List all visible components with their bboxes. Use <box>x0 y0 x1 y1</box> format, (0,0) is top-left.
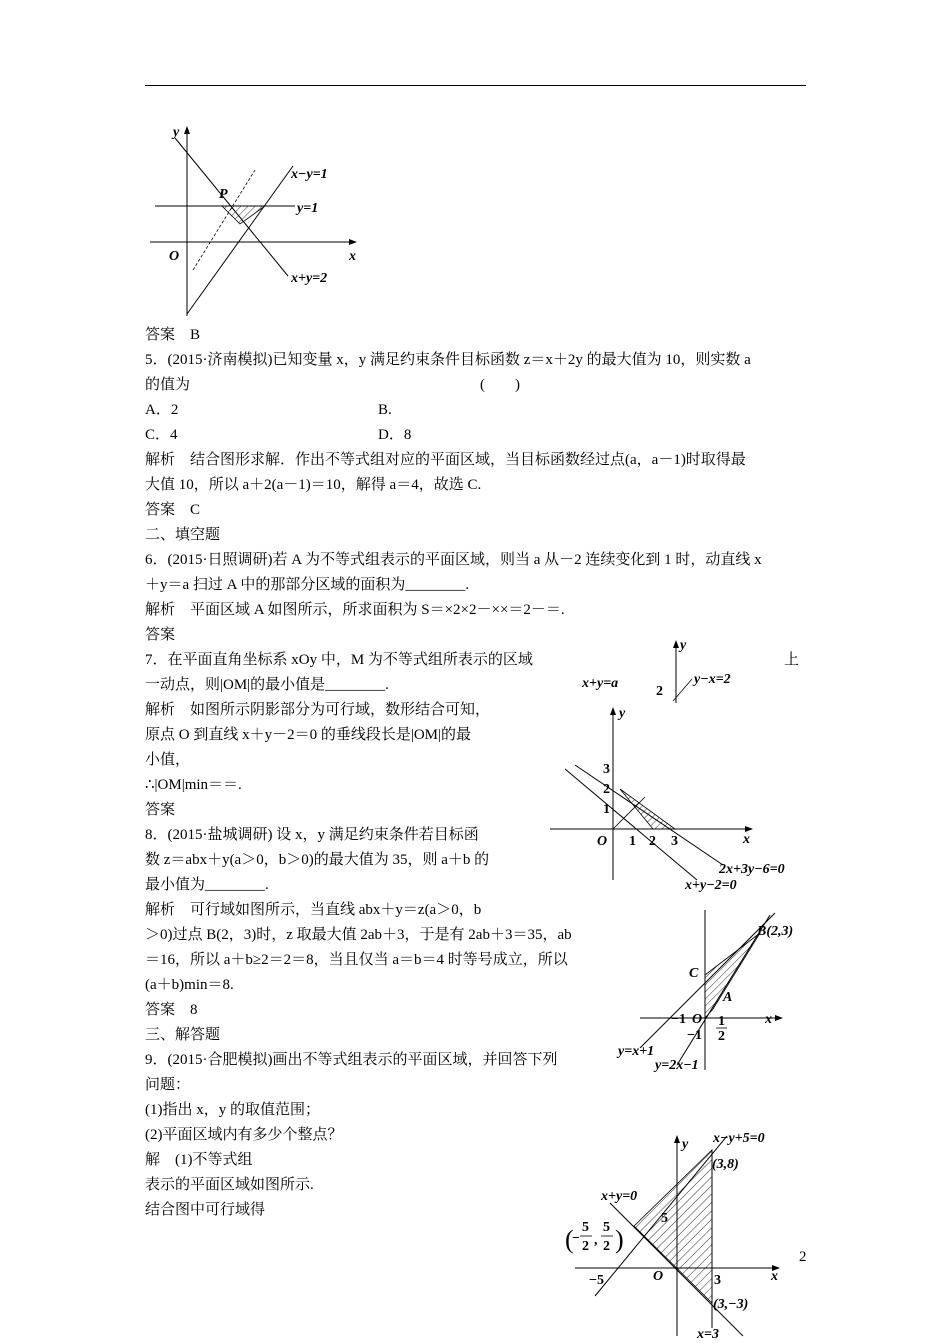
label-b: B(2,3) <box>757 924 794 939</box>
point-num-b: 5 <box>603 1220 610 1235</box>
label-x-y-5: x−y+5=0 <box>713 1131 765 1146</box>
q8-analysis-3: ＝16，所以 a＋b≥2＝2＝8，当且仅当 a＝b＝4 时等号成立，所以 <box>145 952 568 968</box>
label-2: 2 <box>656 684 663 699</box>
y-label: y <box>680 638 687 653</box>
tick-5: 5 <box>661 1211 668 1226</box>
label-y1: y=1 <box>297 201 319 216</box>
tick-x3: 3 <box>671 834 678 849</box>
y-label: y <box>619 706 626 721</box>
label-y-minus-x: y−x=2 <box>694 672 731 687</box>
tick-minus1-x: −1 <box>671 1012 686 1027</box>
label-y-2x-1: y=2x−1 <box>655 1058 699 1073</box>
section-fill-blank: 二、填空题 <box>145 527 221 543</box>
q7-analysis-1: 解析 如图所示阴影部分为可行域，数形结合可知， <box>145 702 491 718</box>
y-axis-arrow <box>674 1135 680 1143</box>
figure-small-fragment <box>580 635 770 705</box>
y-axis-arrow <box>610 707 616 715</box>
shaded-region <box>222 206 265 224</box>
half-numerator: 1 <box>718 1014 725 1029</box>
label-x-3: x=3 <box>697 1327 719 1342</box>
shaded-region <box>705 933 760 1018</box>
label-x-y-2: x+y−2=0 <box>685 878 737 893</box>
answer-6: 答案 <box>145 627 176 643</box>
label-y-x-1: y=x+1 <box>618 1044 655 1059</box>
paren-close: ) <box>615 1225 624 1254</box>
q5-option-b: B. <box>378 402 392 418</box>
answer-5: 答案 C <box>145 502 201 518</box>
paren-open: ( <box>565 1225 574 1254</box>
label-x-plus-y-a: x+y=a <box>582 676 619 691</box>
q9-part2: (2)平面区域内有多少个整点？ <box>145 1127 343 1143</box>
answer-4: 答案 B <box>145 327 201 343</box>
tick-y3: 3 <box>603 762 610 777</box>
y-axis-arrow <box>673 640 679 648</box>
q5-line1: 5．(2015·济南模拟)已知变量 x，y 满足约束条件目标函数 z＝x＋2y 的最大值为 10，则实数 a <box>145 352 751 368</box>
figure-3 <box>615 905 815 1075</box>
label-2x-3y: 2x+3y−6=0 <box>719 862 785 877</box>
half-denominator: 2 <box>718 1029 725 1044</box>
q6-analysis: 解析 平面区域 A 如图所示，所求面积为 S＝×2×2－××＝2－＝. <box>145 602 565 618</box>
q9-part1: (1)指出 x，y 的取值范围； <box>145 1102 320 1118</box>
q7-line1-end: 上 <box>784 652 800 668</box>
figure-2 <box>545 705 805 893</box>
point-comma: , <box>594 1233 598 1248</box>
label-x-minus-y: x−y=1 <box>291 167 328 182</box>
q8-analysis-1: 解析 可行域如图所示，当直线 abx＋y＝z(a＞0，b <box>145 902 482 918</box>
q9-solution-2: 表示的平面区域如图所示. <box>145 1177 314 1193</box>
q5-line2: 的值为 <box>145 377 191 393</box>
label-a: A <box>723 990 733 1005</box>
shaded-region <box>634 1150 712 1303</box>
y-label: y <box>173 125 180 140</box>
q5-option-a: A．2 <box>145 402 179 418</box>
q7-analysis-2: 原点 O 到直线 x＋y－2＝0 的垂线段长是|OM|的最 <box>145 727 472 743</box>
x-label: x <box>771 1269 778 1284</box>
tick-minus1-y: −1 <box>687 1028 702 1043</box>
q6-line2: ＋y＝a 扫过 A 中的那部分区域的面积为________. <box>145 577 470 593</box>
origin-label: O <box>653 1269 664 1284</box>
origin-label: O <box>692 1012 703 1027</box>
header-rule <box>145 85 806 86</box>
answer-8: 答案 8 <box>145 1002 198 1018</box>
q5-option-c: C．4 <box>145 427 178 443</box>
q7-line1: 7．在平面直角坐标系 xOy 中，M 为不等式组所表示的区域 <box>145 652 533 668</box>
answer-7: 答案 <box>145 802 176 818</box>
x-label: x <box>765 1012 772 1027</box>
x-axis-arrow <box>775 1015 783 1021</box>
tick-y1: 1 <box>603 802 610 817</box>
q8-line3: 最小值为________. <box>145 877 269 893</box>
label-x-plus-y: x+y=0 <box>601 1189 638 1204</box>
p-label: P <box>219 187 228 202</box>
q8-line1: 8．(2015·盐城调研) 设 x，y 满足约束条件若目标函 <box>145 827 479 843</box>
y-label: y <box>682 1137 689 1152</box>
tick-x2: 2 <box>649 834 656 849</box>
q7-line2: 一动点，则|OM|的最小值是________. <box>145 677 389 693</box>
q8-analysis-4: (a＋b)min＝8. <box>145 977 234 993</box>
tick-y2: 2 <box>603 782 610 797</box>
tick-3: 3 <box>714 1273 721 1288</box>
tick-minus5: −5 <box>589 1273 604 1288</box>
q7-analysis-4: ∴|OM|min＝＝. <box>145 777 242 793</box>
tick-x1: 1 <box>629 834 636 849</box>
section-solve: 三、解答题 <box>145 1027 221 1043</box>
q5-bracket: ( ) <box>480 377 520 393</box>
point-den-a: 2 <box>582 1239 589 1254</box>
figure-1 <box>145 118 365 318</box>
point-num-a: 5 <box>582 1220 589 1235</box>
q5-analysis-1: 解析 结合图形求解．作出不等式组对应的平面区域，当目标函数经过点(a，a－1)时取得最 <box>145 452 746 468</box>
origin-label: O <box>597 834 608 849</box>
figure-4 <box>565 1128 815 1342</box>
q7-analysis-3: 小值， <box>145 752 191 768</box>
label-c: C <box>689 966 699 981</box>
q9-line1: 9．(2015·合肥模拟)画出不等式组表示的平面区域，并回答下列 <box>145 1052 558 1068</box>
x-axis-arrow <box>349 239 357 245</box>
point-den-b: 2 <box>603 1239 610 1254</box>
y-axis-arrow <box>184 126 190 134</box>
point-minus: − <box>572 1231 580 1246</box>
origin-label: O <box>169 249 180 264</box>
q5-option-d: D．8 <box>378 427 412 443</box>
line-x-minus-y <box>187 166 293 314</box>
x-label: x <box>349 249 356 264</box>
page-number: 2 <box>799 1249 807 1265</box>
q8-line2: 数 z＝abx＋y(a＞0，b＞0)的最大值为 35，则 a＋b 的 <box>145 852 490 868</box>
q9-line2: 问题： <box>145 1077 191 1093</box>
q9-solution-1: 解 (1)不等式组 <box>145 1152 253 1168</box>
q5-analysis-2: 大值 10，所以 a＋2(a－1)＝10，解得 a＝4，故选 C. <box>145 477 482 493</box>
q6-line1: 6．(2015·日照调研)若 A 为不等式组表示的平面区域，则当 a 从－2 连续变化到 1 时，动直线 x <box>145 552 762 568</box>
q8-analysis-2: ＞0)过点 B(2，3)时，z 取最大值 2ab＋3，于是有 2ab＋3＝35，ab <box>145 927 572 943</box>
label-x-plus-y: x+y=2 <box>291 271 328 286</box>
shaded-region <box>620 789 675 829</box>
point-3-8: (3,8) <box>712 1157 739 1172</box>
x-label: x <box>743 832 750 847</box>
line-x-y-2 <box>565 769 697 880</box>
point-3-minus3: (3,−3) <box>713 1297 749 1312</box>
q9-solution-3: 结合图中可行域得 <box>145 1202 266 1218</box>
